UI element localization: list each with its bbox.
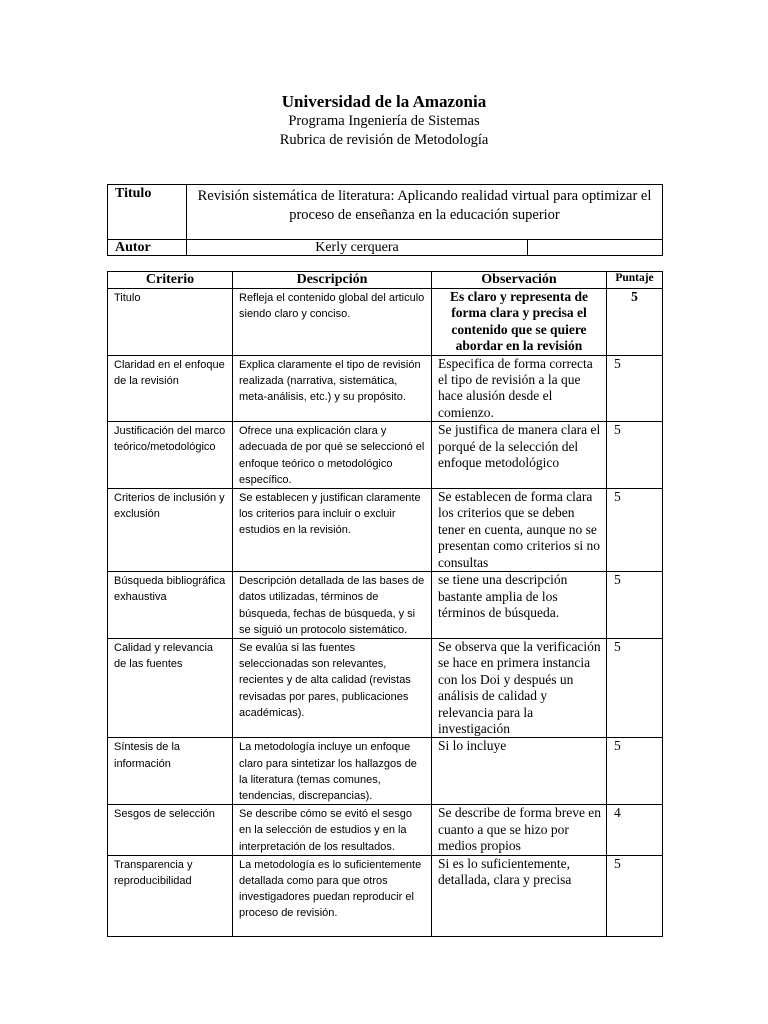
puntaje-cell: 5 (607, 738, 663, 805)
descripcion-cell: Explica claramente el tipo de revisión realizada (narrativa, sistemática, meta-análisis, etc.) y su propósito. (233, 355, 432, 422)
puntaje-cell: 5 (607, 289, 663, 356)
meta-table (107, 184, 663, 256)
descripcion-cell: La metodología incluye un enfoque claro para sintetizar los hallazgos de la literatura (temas comunes, tendencias, discrepancias). (233, 738, 432, 805)
observacion-cell: Especifica de forma correcta el tipo de revisión a la que hace alusión desde el comienzo. (432, 355, 607, 422)
observacion-cell: Se establecen de forma clara los criterios que se deben tener en cuenta, aunque no se presentan como criterios si no consultas (432, 489, 607, 572)
rubric-row (108, 289, 663, 356)
criterio-cell: Búsqueda bibliográfica exhaustiva (108, 572, 233, 639)
observacion-cell: se tiene una descripción bastante amplia de los términos de búsqueda. (432, 572, 607, 639)
author-name: Kerly cerquera (187, 240, 528, 256)
rubric-row (108, 422, 663, 489)
title-label: Titulo (108, 185, 187, 240)
program-name: Programa Ingeniería de Sistemas (288, 113, 480, 129)
descripcion-cell: Refleja el contenido global del articulo siendo claro y conciso. (233, 289, 432, 356)
rubric-row (108, 855, 663, 936)
author-label: Autor (108, 240, 187, 256)
rubric-row (108, 738, 663, 805)
rubric-row (108, 638, 663, 737)
criterio-cell: Síntesis de la información (108, 738, 233, 805)
criterio-cell: Justificación del marco teórico/metodológico (108, 422, 233, 489)
rubric-title: Rubrica de revisión de Metodología (279, 132, 489, 148)
meta-title-row (108, 185, 663, 240)
puntaje-cell: 4 (607, 805, 663, 856)
puntaje-cell: 5 (607, 638, 663, 737)
descripcion-cell: Se establecen y justifican claramente los criterios para incluir o excluir estudios en la revisión. (233, 489, 432, 572)
author-empty-cell (528, 240, 663, 256)
puntaje-cell: 5 (607, 489, 663, 572)
puntaje-cell: 5 (607, 355, 663, 422)
puntaje-cell: 5 (607, 422, 663, 489)
observacion-cell: Se describe de forma breve en cuanto a que se hizo por medios propios (432, 805, 607, 856)
descripcion-cell: Ofrece una explicación clara y adecuada de por qué se seleccionó el enfoque teórico o metodológico específico. (233, 422, 432, 489)
observacion-cell: Se justifica de manera clara el porqué de la selección del enfoque metodológico (432, 422, 607, 489)
criterio-cell: Claridad en el enfoque de la revisión (108, 355, 233, 422)
criterio-header: Criterio (108, 272, 233, 289)
observacion-cell: Si es lo suficientemente, detallada, clara y precisa (432, 855, 607, 936)
university-name: Universidad de la Amazonia (281, 92, 487, 111)
descripcion-cell: Se evalúa si las fuentes seleccionadas son relevantes, recientes y de alta calidad (revistas revisadas por pares, publicaciones académicas). (233, 638, 432, 737)
criterio-cell: Titulo (108, 289, 233, 356)
criterio-cell: Sesgos de selección (108, 805, 233, 856)
criterio-cell: Calidad y relevancia de las fuentes (108, 638, 233, 737)
paper-title: Revisión sistemática de literatura: Aplicando realidad virtual para optimizar el proceso de enseñanza en la educación superior (187, 185, 663, 240)
descripcion-cell: La metodología es lo suficientemente detallada como para que otros investigadores puedan reproducir el proceso de revisión. (233, 855, 432, 936)
observacion-cell: Si lo incluye (432, 738, 607, 805)
observacion-cell: Es claro y representa de forma clara y precisa el contenido que se quiere abordar en la revisión (432, 289, 607, 356)
observacion-header: Observación (432, 272, 607, 289)
rubric-row (108, 805, 663, 856)
meta-author-row (108, 240, 663, 256)
descripcion-cell: Se describe cómo se evitó el sesgo en la selección de estudios y en la interpretación de los resultados. (233, 805, 432, 856)
rubric-row (108, 489, 663, 572)
rubric-row (108, 355, 663, 422)
rubric-header-row (108, 272, 663, 289)
criterio-cell: Transparencia y reproducibilidad (108, 855, 233, 936)
puntaje-header: Puntaje (607, 272, 663, 289)
rubric-table (107, 271, 663, 937)
puntaje-cell: 5 (607, 855, 663, 936)
descripcion-header: Descripción (233, 272, 432, 289)
rubric-row (108, 572, 663, 639)
criterio-cell: Criterios de inclusión y exclusión (108, 489, 233, 572)
puntaje-cell: 5 (607, 572, 663, 639)
descripcion-cell: Descripción detallada de las bases de datos utilizadas, términos de búsqueda, fechas de búsqueda, y si se siguió un protocolo sistemático. (233, 572, 432, 639)
observacion-cell: Se observa que la verificación se hace en primera instancia con los Doi y después un análisis de calidad y relevancia para la investigación (432, 638, 607, 737)
document-header (0, 92, 768, 150)
